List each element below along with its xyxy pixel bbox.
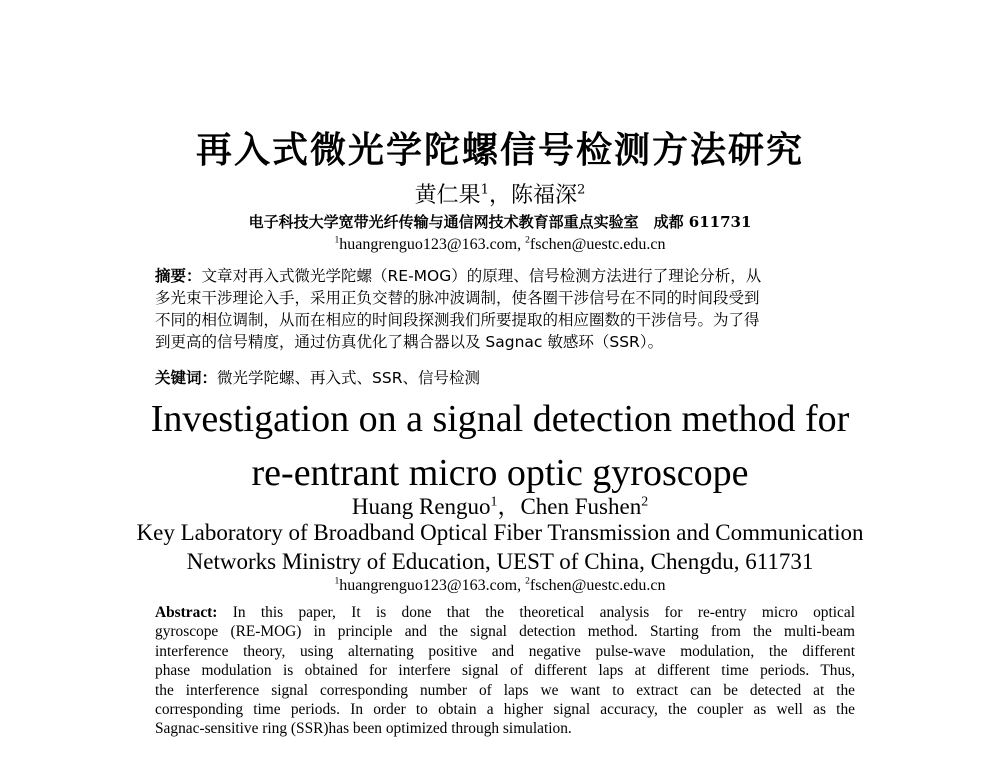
chinese-email-1: huangrenguo123@163.com,: [339, 236, 526, 253]
english-email-2: fschen@uestc.edu.cn: [529, 577, 666, 594]
chinese-abstract-line: 摘要：文章对再入式微光学陀螺（RE-MOG）的原理、信号检测方法进行了理论分析，从: [155, 267, 762, 285]
english-affiliation: [0, 518, 1000, 576]
english-author-separator: ，: [497, 494, 521, 519]
english-abstract: [155, 603, 855, 739]
english-title: [0, 392, 1000, 500]
english-author-1-superscript: 1: [490, 493, 498, 509]
chinese-keywords-label: 关键词：: [155, 369, 218, 387]
chinese-title: 再入式微光学陀螺信号检测方法研究: [195, 130, 804, 171]
chinese-abstract-line: 多光束干涉理论入手，采用正负交替的脉冲波调制，使各圈干涉信号在不同的时间段受到: [155, 289, 760, 307]
english-abstract-label: Abstract:: [155, 604, 218, 621]
english-abstract-line: Sagnac-sensitive ring (SSR)has been optimized through simulation.: [155, 720, 572, 738]
english-email-1-superscript: 1: [334, 575, 340, 587]
chinese-author-1-superscript: 1: [480, 182, 489, 198]
chinese-abstract-line: 不同的相位调制，从而在相应的时间段探测我们所要提取的相应圈数的干涉信号。为了得: [155, 311, 760, 329]
english-abstract-line: the interference signal corresponding number of laps we want to extract can be detected at the: [155, 681, 855, 699]
english-affiliation-line-2: Networks Ministry of Education, UEST of China, Chengdu, 611731: [186, 549, 814, 574]
chinese-abstract-label: 摘要：: [155, 267, 202, 285]
chinese-abstract: [155, 265, 855, 353]
english-email-2-superscript: 2: [525, 575, 530, 587]
chinese-author-1: 黄仁果: [414, 183, 481, 208]
chinese-email-1-superscript: 1: [334, 234, 340, 246]
english-authors: [0, 488, 1000, 521]
chinese-email-2: fschen@uestc.edu.cn: [529, 236, 666, 253]
chinese-authors: [0, 178, 1000, 209]
chinese-author-2: 陈福深: [511, 183, 578, 208]
english-affiliation-line-1: Key Laboratory of Broadband Optical Fiber Transmission and Communication: [136, 520, 864, 545]
chinese-author-separator: ，: [488, 183, 511, 208]
english-title-line-1: Investigation on a signal detection method for: [150, 398, 850, 440]
english-emails: [0, 577, 1000, 595]
chinese-affiliation: 电子科技大学宽带光纤传输与通信网技术教育部重点实验室 成都 611731: [248, 213, 752, 231]
chinese-abstract-line: 到更高的信号精度，通过仿真优化了耦合器以及 Sagnac 敏感环（SSR）。: [155, 333, 664, 351]
english-author-2-superscript: 2: [641, 493, 649, 509]
chinese-email-2-superscript: 2: [525, 234, 530, 246]
english-author-2: Chen Fushen: [520, 494, 642, 519]
english-author-1: Huang Renguo: [351, 494, 491, 519]
english-abstract-line: corresponding time periods. In order to obtain a higher signal accuracy, the coupler as well as the: [155, 701, 855, 719]
english-abstract-line: gyroscope (RE-MOG) in principle and the signal detection method. Starting from the multi-beam: [155, 623, 855, 641]
english-email-1: huangrenguo123@163.com,: [339, 577, 526, 594]
english-title-line-2: re-entrant micro optic gyroscope: [251, 452, 749, 494]
english-abstract-line: phase modulation is obtained for interfere signal of different laps at different time periods. Thus,: [155, 662, 855, 680]
chinese-keywords: [155, 366, 480, 388]
chinese-emails: [0, 236, 1000, 254]
chinese-author-2-superscript: 2: [577, 182, 586, 198]
english-abstract-line: interference theory, using alternating positive and negative pulse-wave modulation, the different: [155, 642, 855, 660]
english-abstract-line: Abstract: In this paper, It is done that the theoretical analysis for re-entry micro optical: [155, 604, 855, 621]
chinese-keywords-text: 微光学陀螺、再入式、SSR、信号检测: [217, 369, 480, 387]
